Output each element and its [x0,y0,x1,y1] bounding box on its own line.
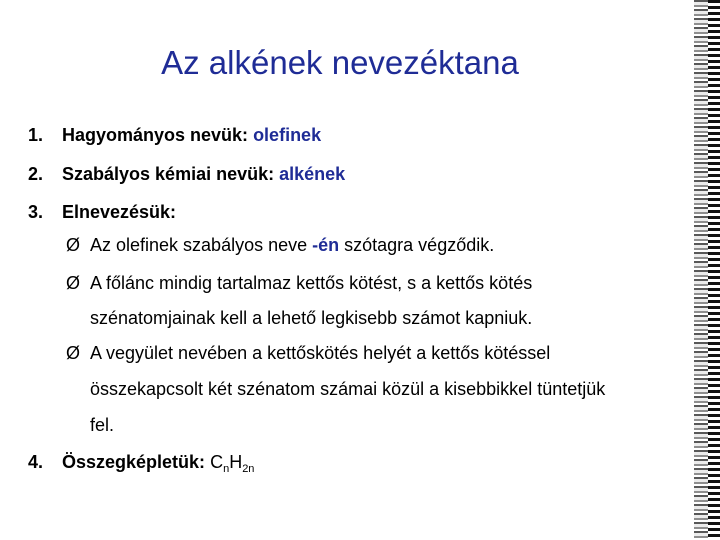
decorative-edge-inner [708,0,720,540]
list-item-3 [28,202,176,223]
molecular-formula [210,452,255,475]
formula-h: H [229,452,243,472]
bullet-text: A vegyület nevében a kettőskötés helyét a kettős kötéssel [90,343,551,363]
bullet-3 [66,343,550,364]
item-number: 1. [28,125,44,145]
item-label: Elnevezésük: [62,202,177,222]
item-number: 3. [28,202,44,222]
bullet-2-continuation: szénatomjainak kell a lehető legkisebb számot kapniuk. [90,308,533,328]
bullet-1 [66,235,494,256]
bullet-2 [66,273,532,294]
slide-title: Az alkének nevezéktana [161,44,519,81]
bullet-text: Az olefinek szabályos neve [90,235,313,255]
arrow-bullet-icon: Ø [66,273,81,293]
bullet-3-continuation: összekapcsolt két szénatom számai közül a kisebbikkel tüntetjük [90,379,606,399]
formula-sub-n: n [223,463,230,475]
formula-sub-2n: 2n [242,463,255,475]
item-value: alkének [279,164,346,184]
item-number: 2. [28,164,44,184]
bullet-text: A főlánc mindig tartalmaz kettős kötést, s a kettős kötés [90,273,533,293]
list-item-1 [28,125,321,146]
item-label: Összegképletük: [62,452,211,472]
item-label: Hagyományos nevük: [62,125,254,145]
bullet-3-continuation-2: fel. [90,415,115,435]
item-value: olefinek [253,125,322,145]
list-item-2 [28,164,345,185]
list-item-4 [28,452,254,473]
bullet-text: szótagra végződik. [339,235,495,255]
bullet-highlight: -én [312,235,340,255]
arrow-bullet-icon: Ø [66,343,81,363]
item-label: Szabályos kémiai nevük: [62,164,280,184]
arrow-bullet-icon: Ø [66,235,81,255]
formula-c: C [210,452,224,472]
item-number: 4. [28,452,44,472]
